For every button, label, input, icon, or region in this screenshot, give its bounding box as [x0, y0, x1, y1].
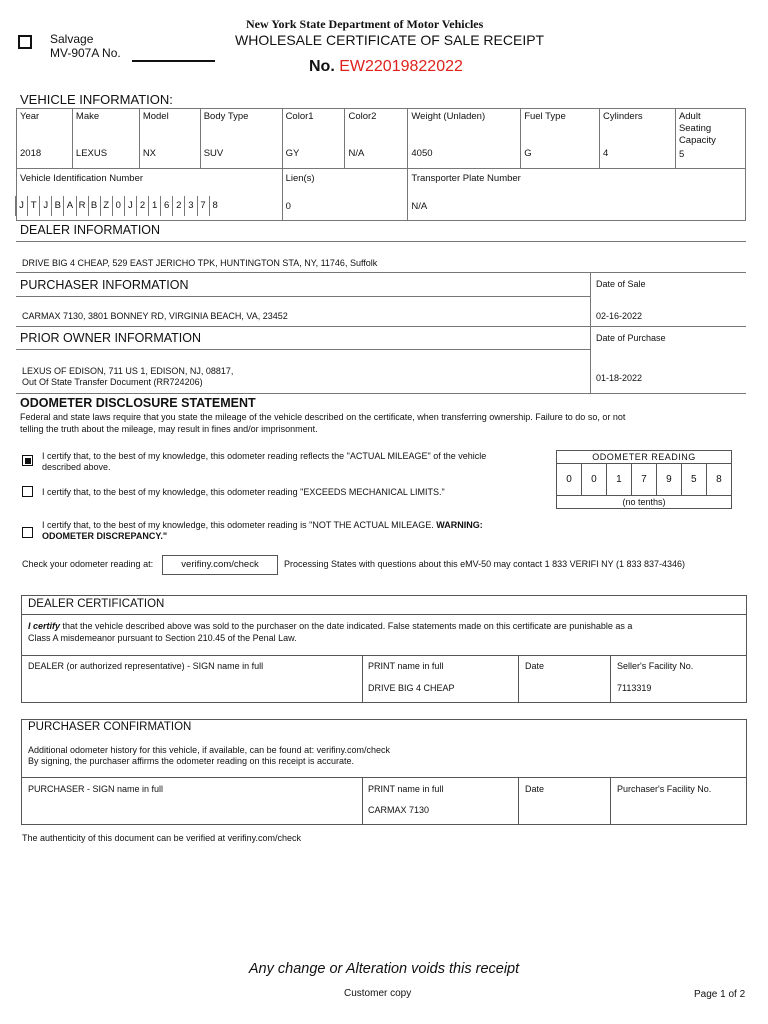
not-actual-mileage-text: I certify that, to the best of my knowledge, this odometer reading is "NOT THE ACTUAL MILEAGE.	[42, 520, 434, 530]
purchaser-print-label: PRINT name in full	[368, 784, 444, 794]
vin-char: J	[124, 196, 136, 216]
salvage-label: Salvage	[50, 32, 94, 46]
dealer-section-title: DEALER INFORMATION	[20, 223, 161, 237]
odometer-digit: 9	[656, 464, 681, 496]
check-odometer-label: Check your odometer reading at:	[22, 559, 154, 569]
liens-label: Lien(s)	[285, 173, 315, 184]
date-of-purchase-label: Date of Purchase	[596, 333, 666, 343]
liens-value: 0	[285, 201, 291, 212]
odometer-digit: 0	[581, 464, 606, 496]
mv907a-number-line	[132, 60, 215, 62]
mv907a-label: MV-907A No.	[50, 46, 121, 60]
no-tenths-label: (no tenths)	[557, 496, 732, 509]
odometer-law-text-line1: Federal and state laws require that you state the mileage of the vehicle described on the certificate, when transferring ownership. Failure to do so, or not	[20, 412, 626, 422]
purchaser-bottom-rule	[16, 326, 746, 327]
purchaser-date-label: Date	[525, 784, 545, 794]
vin-char: 0	[112, 196, 124, 216]
purchaser-sign-label: PURCHASER - SIGN name in full	[28, 784, 164, 794]
color1-cell	[282, 109, 345, 169]
make-label: Make	[75, 111, 100, 122]
dealer-print-label: PRINT name in full	[368, 661, 444, 671]
dealer-certification-text-line1	[28, 621, 632, 631]
purchaser-facility-label: Purchaser's Facility No.	[617, 784, 712, 794]
agency-name: New York State Department of Motor Vehicles	[246, 17, 484, 31]
prior-owner-vertical-rule	[590, 326, 591, 393]
purchaser-conf-col3-rule	[610, 777, 611, 825]
model-label: Model	[142, 111, 169, 122]
odometer-digit: 8	[706, 464, 731, 496]
seating-label: Adult Seating Capacity	[678, 111, 716, 146]
odometer-section-title: ODOMETER DISCLOSURE STATEMENT	[20, 396, 256, 410]
odometer-law-text-line2: telling the truth about the mileage, may result in fines and/or imprisonment.	[20, 424, 318, 434]
vin-label: Vehicle Identification Number	[20, 173, 144, 184]
dealer-cert-sign-rule	[21, 655, 747, 656]
model-value: NX	[142, 148, 157, 159]
weight-cell	[408, 109, 521, 169]
seller-facility-label: Seller's Facility No.	[617, 661, 694, 671]
purchaser-conf-col2-rule	[518, 777, 519, 825]
actual-mileage-text-line2: described above.	[42, 462, 111, 472]
year-cell	[17, 109, 73, 169]
i-certify-text: I certify	[28, 621, 61, 631]
cylinders-label: Cylinders	[603, 111, 643, 122]
prior-owner-address-line2: Out Of State Transfer Document (RR724206)	[22, 377, 203, 387]
vin-char: 2	[172, 196, 184, 216]
vin-char: B	[88, 196, 100, 216]
model-cell	[139, 109, 200, 169]
vin-char: 6	[160, 196, 172, 216]
body-type-cell	[200, 109, 282, 169]
color2-cell	[345, 109, 408, 169]
exceeds-limits-text: I certify that, to the best of my knowledge, this odometer reading "EXCEEDS MECHANICAL LIMITS."	[42, 487, 445, 497]
seating-cell	[675, 109, 745, 169]
prior-owner-bottom-rule	[16, 393, 746, 394]
purchaser-section-title: PURCHASER INFORMATION	[20, 278, 189, 292]
salvage-checkbox[interactable]	[18, 35, 32, 49]
cylinders-value: 4	[603, 148, 609, 159]
purchaser-confirmation-text-line2: By signing, the purchaser affirms the odometer reading on this receipt is accurate.	[28, 756, 355, 766]
dealer-cert-title-rule	[21, 614, 747, 615]
vin-char: 8	[209, 196, 221, 216]
date-of-sale-label: Date of Sale	[596, 279, 646, 289]
dealer-cert-col2-rule	[518, 655, 519, 703]
dealer-bottom-rule	[16, 272, 746, 273]
purchaser-confirmation-text-line1: Additional odometer history for this vehicle, if available, can be found at: verifiny.com/check	[28, 745, 391, 755]
transporter-cell	[408, 169, 746, 221]
dealer-certification-title: DEALER CERTIFICATION	[28, 598, 165, 610]
authenticity-text: The authenticity of this document can be verified at verifiny.com/check	[22, 833, 301, 843]
receipt-number-prefix: No.	[309, 58, 335, 75]
purchaser-vertical-rule	[590, 272, 591, 326]
vin-char: 1	[148, 196, 160, 216]
dealer-certification-text-line2: Class A misdemeanor pursuant to Section 210.45 of the Penal Law.	[28, 633, 297, 643]
odometer-digit: 0	[557, 464, 582, 496]
vin-char: 2	[136, 196, 148, 216]
void-notice: Any change or Alteration voids this receipt	[248, 961, 520, 977]
year-value: 2018	[20, 148, 42, 159]
dealer-cert-col3-rule	[610, 655, 611, 703]
vehicle-section-title: VEHICLE INFORMATION:	[20, 92, 173, 107]
warning-label: WARNING:	[436, 520, 483, 530]
color1-value: GY	[285, 148, 300, 159]
customer-copy-label: Customer copy	[344, 988, 412, 999]
purchaser-conf-sign-rule	[21, 777, 747, 778]
cylinders-cell	[600, 109, 676, 169]
odometer-discrepancy-warning: ODOMETER DISCREPANCY."	[42, 531, 168, 541]
color2-value: N/A	[348, 148, 365, 159]
purchaser-conf-col1-rule	[362, 777, 363, 825]
prior-owner-title-rule	[16, 349, 590, 350]
make-value: LEXUS	[75, 148, 108, 159]
color2-label: Color2	[348, 111, 377, 122]
weight-value: 4050	[411, 148, 433, 159]
body-type-label: Body Type	[203, 111, 249, 122]
dealer-sign-label: DEALER (or authorized representative) - SIGN name in full	[28, 661, 264, 671]
date-of-purchase-value: 01-18-2022	[596, 373, 643, 383]
page-number: Page 1 of 2	[694, 989, 746, 1000]
vin-char: A	[63, 196, 75, 216]
fuel-type-cell	[521, 109, 600, 169]
purchaser-confirmation-title: PURCHASER CONFIRMATION	[28, 721, 192, 733]
actual-mileage-checkbox[interactable]	[22, 455, 33, 466]
vin-char: J	[15, 196, 27, 216]
vin-char: Z	[100, 196, 112, 216]
year-label: Year	[20, 111, 40, 122]
vin-char: 7	[197, 196, 209, 216]
seller-facility-value: 7113319	[617, 683, 652, 693]
make-cell	[72, 109, 139, 169]
transporter-value: N/A	[411, 201, 428, 212]
vin-char: J	[39, 196, 51, 216]
odometer-reading-table	[556, 450, 732, 509]
dealer-address: DRIVE BIG 4 CHEAP, 529 EAST JERICHO TPK, HUNTINGTON STA, NY, 11746, Suffolk	[22, 258, 378, 268]
prior-owner-section-title: PRIOR OWNER INFORMATION	[20, 331, 202, 345]
odometer-digits-row	[557, 464, 732, 496]
dealer-certification-text: that the vehicle described above was sold to the purchaser on the date indicated. False statements made on this certificate are punishable as a	[60, 621, 633, 631]
fuel-type-label: Fuel Type	[524, 111, 566, 122]
exceeds-limits-checkbox[interactable]	[22, 486, 33, 497]
fuel-type-value: G	[524, 148, 532, 159]
not-actual-mileage-checkbox[interactable]	[22, 527, 33, 538]
dealer-cert-col1-rule	[362, 655, 363, 703]
receipt-number-value: EW22019822022	[339, 58, 463, 75]
liens-cell	[282, 169, 408, 221]
weight-label: Weight (Unladen)	[411, 111, 486, 122]
odometer-reading-label: ODOMETER READING	[557, 451, 732, 464]
vin-char: T	[27, 196, 39, 216]
date-of-sale-value: 02-16-2022	[596, 311, 643, 321]
verifiny-check-button[interactable]: verifiny.com/check	[162, 555, 278, 575]
odometer-digit: 5	[681, 464, 706, 496]
odometer-digit: 1	[606, 464, 631, 496]
prior-owner-address-line1: LEXUS OF EDISON, 711 US 1, EDISON, NJ, 08817,	[22, 366, 234, 376]
odometer-digit: 7	[631, 464, 656, 496]
purchaser-address: CARMAX 7130, 3801 BONNEY RD, VIRGINIA BEACH, VA, 23452	[22, 311, 288, 321]
vin-char: 3	[184, 196, 196, 216]
transporter-label: Transporter Plate Number	[411, 173, 521, 184]
seating-value: 5	[678, 149, 685, 160]
dealer-date-label: Date	[525, 661, 545, 671]
document-title: WHOLESALE CERTIFICATE OF SALE RECEIPT	[235, 32, 545, 48]
dealer-section-rule	[16, 241, 746, 242]
purchaser-print-value: CARMAX 7130	[368, 805, 430, 815]
body-type-value: SUV	[203, 148, 224, 159]
vin-char: R	[76, 196, 88, 216]
actual-mileage-text-line1: I certify that, to the best of my knowledge, this odometer reading reflects the "ACTUAL MILEAGE" of the vehicle	[42, 451, 487, 461]
receipt-number	[309, 58, 463, 76]
vin-char: B	[51, 196, 63, 216]
purchaser-title-rule	[16, 296, 590, 297]
not-actual-mileage-text-line1	[42, 520, 483, 530]
processing-states-text: Processing States with questions about this eMV-50 may contact 1 833 VERIFI NY (1 833 837-4346)	[284, 559, 686, 569]
dealer-print-value: DRIVE BIG 4 CHEAP	[368, 683, 455, 693]
color1-label: Color1	[285, 111, 314, 122]
